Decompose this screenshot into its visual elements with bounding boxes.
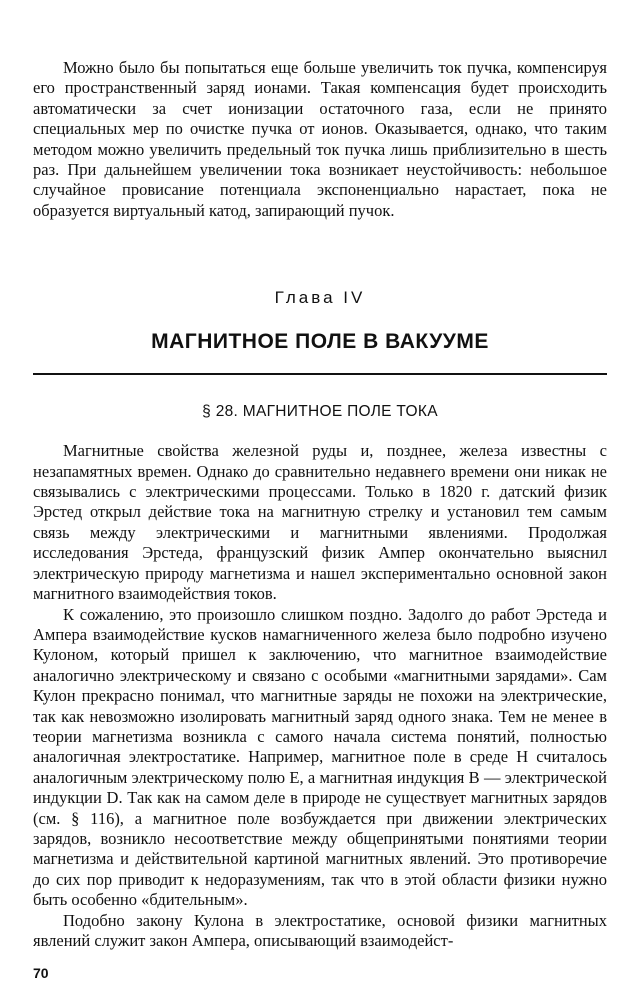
- section-title: § 28. МАГНИТНОЕ ПОЛЕ ТОКА: [202, 403, 438, 421]
- page-body: [33, 58, 607, 951]
- intro-paragraph: Можно было бы попытаться еще больше увеличить ток пучка, компенсируя его пространственный заряд ионами. Такая компенсация будет происходить автоматически за счет ионизации остаточного газа, если не принято специальных мер по очистке пучка от ионов. Оказывается, однако, что таким методом можно увеличить предельный ток пучка лишь приблизительно в шесть раз. При дальнейшем увеличении тока возникает неустойчивость: небольшое случайное провисание потенциала экспоненциально нарастает, пока не образуется виртуальный катод, запирающий пучок.: [33, 58, 607, 220]
- chapter-title: МАГНИТНОЕ ПОЛЕ В ВАКУУМЕ: [151, 330, 489, 354]
- page-number: 70: [33, 965, 49, 981]
- chapter-label: Глава IV: [274, 288, 366, 308]
- chapter-divider: [33, 373, 607, 375]
- section-paragraph-2: К сожалению, это произошло слишком поздно. Задолго до работ Эрстеда и Ампера взаимодействие кусков намагниченного железа было подробно изучено Кулоном, который пришел к заключению, что магнитное взаимодействие аналогично электрическому и связано с особыми «магнитными зарядами». Сам Кулон прекрасно понимал, что магнитные заряды не похожи на электрические, так как невозможно изолировать магнитный заряд одного знака. Тем не менее в теории магнетизма возникла с самого начала система понятий, полностью аналогичная электростатике. Например, магнитное поле в среде H считалось аналогичным электрическому полю E, а магнитная индукция B — электрической индукции D. Так как на самом деле в природе не существует магнитных зарядов (см. § 116), а магнитное поле возбуждается при движении электрических зарядов, возникло несоответствие между общепринятыми понятиями теории магнетизма и действительной картиной магнитных явлений. Это противоречие до сих пор приводит к недоразумениям, так что в этой области физики нужно быть особенно «бдительным».: [33, 604, 607, 910]
- section-paragraph-1: Магнитные свойства железной руды и, позднее, железа известны с незапамятных времен. Однако до сравнительно недавнего времени они никак не связывались с электрическими процессами. Только в 1820 г. датский физик Эрстед открыл действие тока на магнитную стрелку и установил тем самым связь между электрическими и магнитными явлениями. Продолжая исследования Эрстеда, французский физик Ампер окончательно выяснил электрическую природу магнетизма и нашел экспериментально основной закон магнитного взаимодействия токов.: [33, 441, 607, 604]
- section-paragraph-3: Подобно закону Кулона в электростатике, основой физики магнитных явлений служит закон Ампера, описывающий взаимодейст-: [33, 910, 607, 950]
